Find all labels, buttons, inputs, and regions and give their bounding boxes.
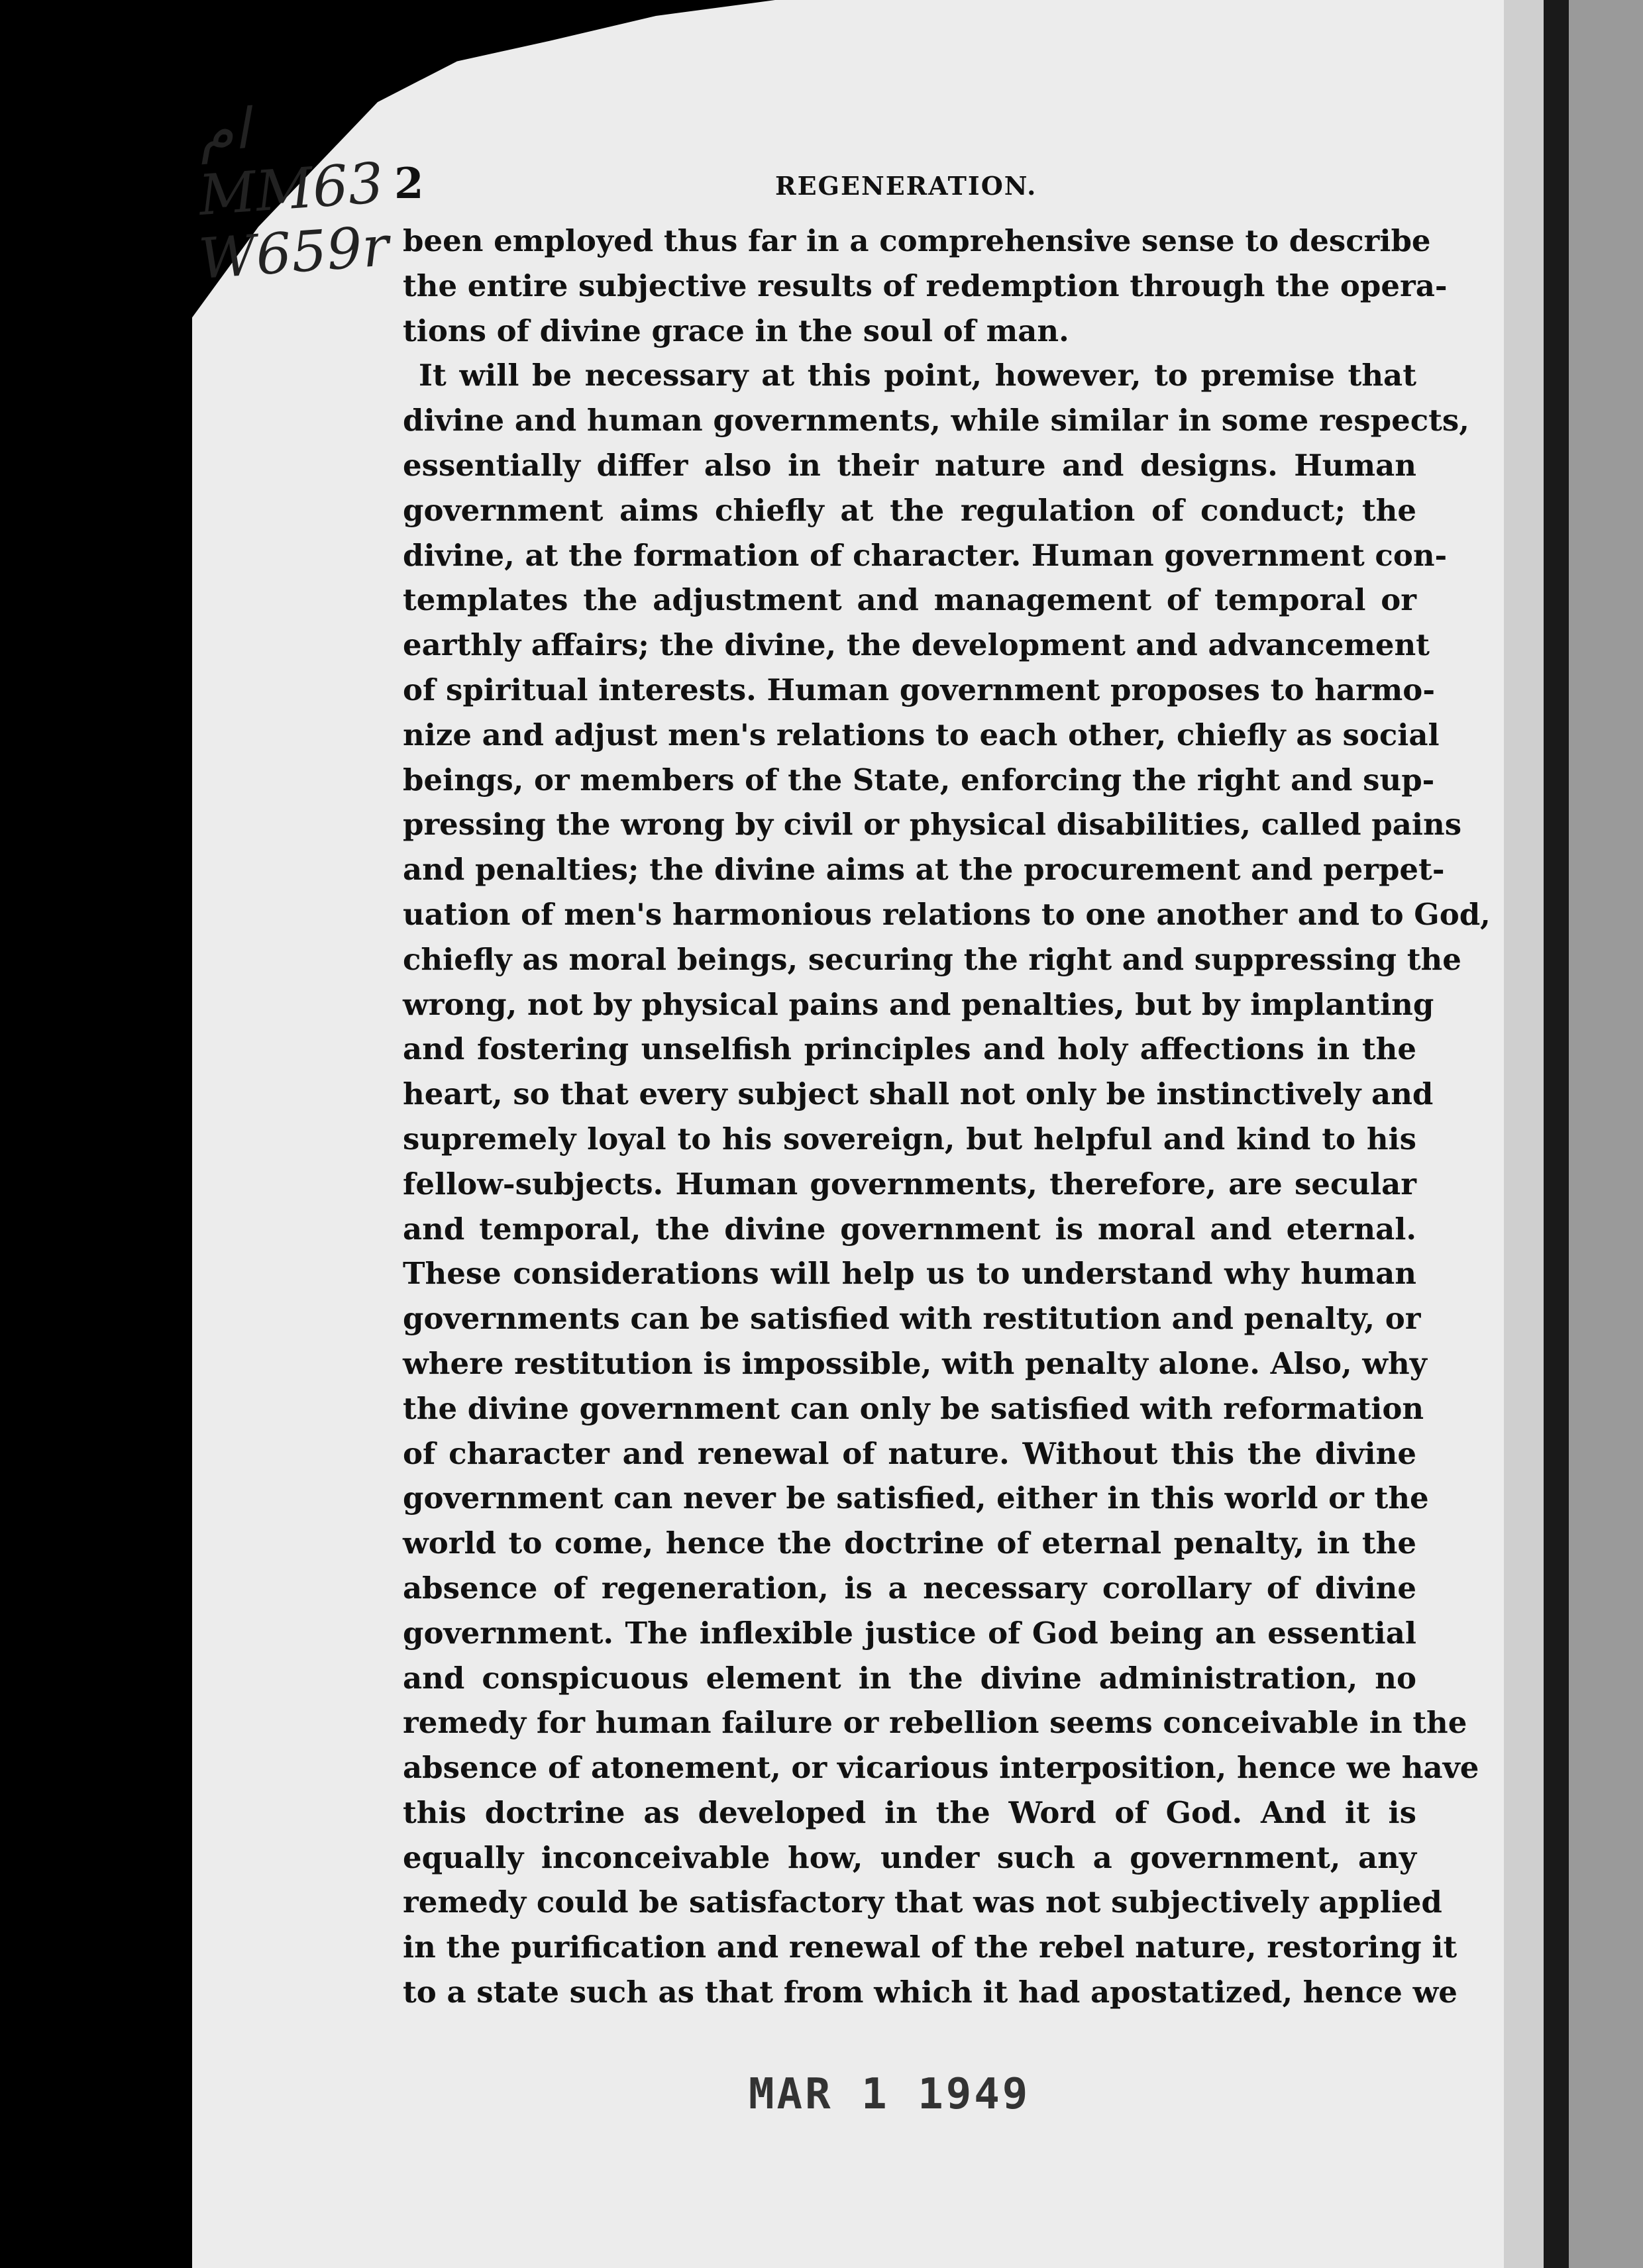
text-line: uation of men's harmonious relations to one another and to God, [403, 896, 1491, 932]
text-line: essentially differ also in their nature and designs. Human [403, 447, 1416, 483]
text-line: supremely loyal to his sovereign, but helpful and kind to his [403, 1121, 1416, 1157]
text-line: in the purification and renewal of the rebel nature, restoring it [403, 1930, 1458, 1965]
text-line: government. The inflexible justice of God being an essential [403, 1615, 1416, 1651]
call-number-line: MM63 [196, 150, 386, 229]
text-line: this doctrine as developed in the Word of God. And it is [403, 1794, 1416, 1830]
text-line: of character and renewal of nature. Without this the divine [403, 1435, 1416, 1471]
text-line: government aims chiefly at the regulation of conduct; the [403, 492, 1416, 528]
text-line: wrong, not by physical pains and penalties, but by implanting [403, 986, 1434, 1022]
text-line: These considerations will help us to understand why human [403, 1256, 1416, 1292]
text-line: beings, or members of the State, enforcing the right and sup- [403, 762, 1435, 798]
handwritten-call-number [196, 93, 411, 292]
text-line: templates the adjustment and management of temporal or [403, 582, 1416, 618]
text-line: divine, at the formation of character. Human government con- [403, 537, 1448, 573]
text-line: fellow-subjects. Human governments, therefore, are secular [403, 1166, 1416, 1202]
library-date-stamp: MAR 1 1949 [749, 2070, 1031, 2119]
text-line: and penalties; the divine aims at the procurement and perpet- [403, 852, 1445, 888]
text-line: been employed thus far in a comprehensive sense to describe [403, 223, 1431, 258]
text-line: equally inconceivable how, under such a government, any [403, 1839, 1416, 1875]
text-line: to a state such as that from which it had apostatized, hence we [403, 1975, 1458, 2010]
text-line: government can never be satisfied, either in this world or the [403, 1480, 1429, 1516]
running-head: REGENERATION. [775, 171, 1037, 201]
text-line: It will be necessary at this point, however, to premise that [419, 358, 1416, 393]
text-line: the entire subjective results of redemption through the opera- [403, 268, 1448, 303]
text-line: and fostering unselfish principles and holy affections in the [403, 1031, 1416, 1067]
text-line: earthly affairs; the divine, the development and advancement [403, 627, 1430, 663]
call-number-line: ام [196, 96, 251, 165]
page-gutter [1544, 0, 1569, 2268]
call-number-line: W659r [196, 213, 391, 292]
text-line: absence of regeneration, is a necessary corollary of divine [403, 1570, 1416, 1606]
text-line: and temporal, the divine government is moral and eternal. [403, 1211, 1416, 1247]
adjacent-page [1569, 0, 1643, 2268]
text-line: pressing the wrong by civil or physical disabilities, called pains [403, 807, 1462, 843]
text-line: where restitution is impossible, with penalty alone. Also, why [403, 1345, 1427, 1381]
text-line: remedy could be satisfactory that was not subjectively applied [403, 1884, 1442, 1920]
text-line: of spiritual interests. Human government proposes to harmo- [403, 672, 1435, 707]
page-number: 2 [394, 159, 424, 209]
text-line: divine and human governments, while similar in some respects, [403, 403, 1469, 438]
page-edge [1504, 0, 1544, 2268]
text-line: world to come, hence the doctrine of eternal penalty, in the [403, 1525, 1416, 1561]
text-line: and conspicuous element in the divine administration, no [403, 1660, 1416, 1696]
text-line: the divine government can only be satisfied with reformation [403, 1390, 1424, 1426]
text-line: tions of divine grace in the soul of man. [403, 313, 1069, 348]
text-line: governments can be satisfied with restitution and penalty, or [403, 1301, 1421, 1337]
text-line: remedy for human failure or rebellion seems conceivable in the [403, 1705, 1467, 1741]
body-text [403, 219, 1491, 2015]
text-line: chiefly as moral beings, securing the right and suppressing the [403, 941, 1461, 977]
text-line: nize and adjust men's relations to each other, chiefly as social [403, 717, 1440, 752]
text-line: heart, so that every subject shall not only be instinctively and [403, 1076, 1434, 1112]
text-line: absence of atonement, or vicarious interposition, hence we have [403, 1750, 1479, 1786]
